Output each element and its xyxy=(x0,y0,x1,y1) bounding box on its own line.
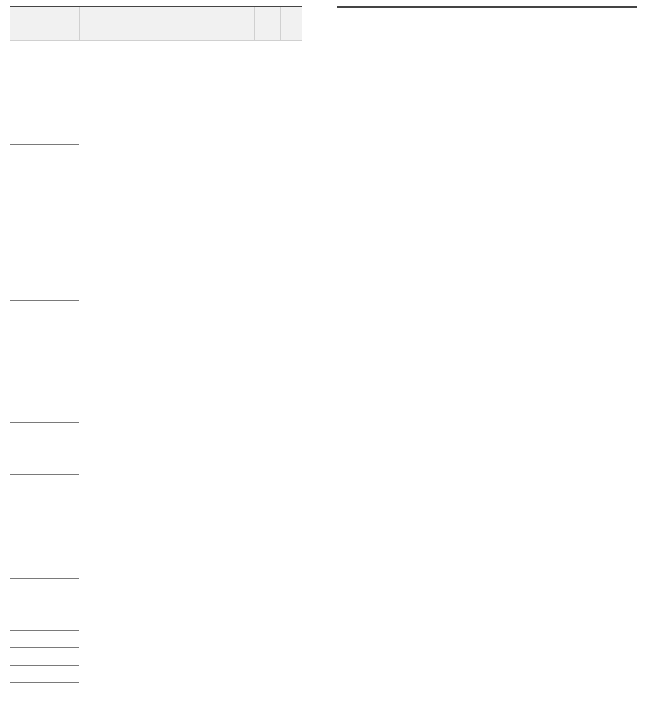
college-cell xyxy=(10,666,79,683)
header-college xyxy=(10,7,79,41)
college-cell xyxy=(10,301,79,422)
college-cell xyxy=(10,648,79,665)
header-quota xyxy=(254,7,280,41)
college-cell xyxy=(10,423,79,475)
header-track xyxy=(280,7,302,41)
college-cell xyxy=(10,145,79,301)
right-admission-table xyxy=(337,6,637,8)
left-admission-table xyxy=(10,6,302,727)
college-cell xyxy=(10,631,79,648)
college-cell xyxy=(10,579,79,631)
header-unit xyxy=(79,7,254,41)
college-cell xyxy=(10,58,79,145)
college-cell xyxy=(10,475,79,579)
